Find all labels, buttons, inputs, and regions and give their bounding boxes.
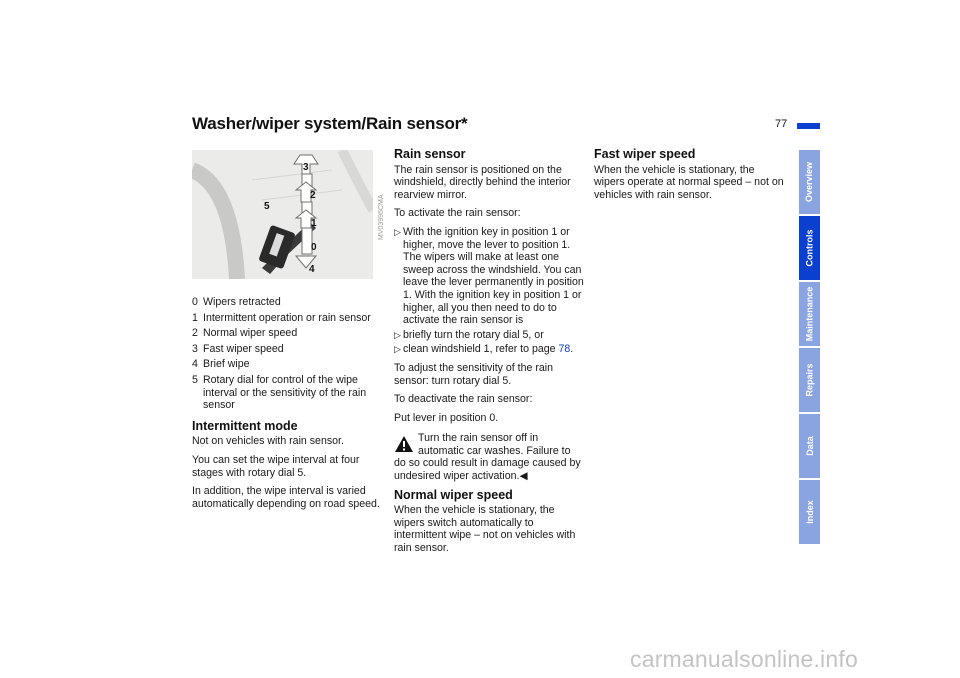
warning-triangle-icon xyxy=(394,435,414,453)
tab-controls[interactable]: Controls xyxy=(799,216,820,280)
paragraph: To adjust the sensitivity of the rain sensor: turn rotary dial 5. xyxy=(394,361,553,387)
dashboard-curve xyxy=(342,150,373,210)
section-tabs xyxy=(799,150,820,546)
wiper-lever-illustration xyxy=(192,150,373,279)
figure-label-1: 1 xyxy=(311,218,317,229)
paragraph: Put lever in position 0. xyxy=(394,411,499,424)
list-item: ▷ With the ignition key in position 1 or higher, move the lever to position 1. The wipers will make at least one sweep across the windshield. You can leave the lever permanently in position 1. With the ignition key in position 1 or higher, all you then need to do to activate the rain sensor is xyxy=(394,225,584,327)
tab-data[interactable]: Data xyxy=(799,414,820,478)
column-left xyxy=(192,296,380,516)
heading-fast-wiper-speed: Fast wiper speed xyxy=(594,147,696,161)
column-middle xyxy=(394,148,584,561)
bullet-arrow-icon: ▷ xyxy=(394,329,401,340)
list-item: ▷ clean windshield 1, refer to page 78. xyxy=(394,343,574,356)
end-mark-icon: ◀ xyxy=(519,470,528,483)
paragraph: The rain sensor is positioned on the windshield, directly behind the interior rearview mirror. xyxy=(394,163,571,201)
legend-item: 0 Wipers retracted xyxy=(192,296,281,308)
activation-steps xyxy=(394,226,584,356)
figure-label-5: 5 xyxy=(264,201,270,212)
page-link-78[interactable]: 78 xyxy=(558,343,571,356)
paragraph: To activate the rain sensor: xyxy=(394,207,521,220)
steering-wheel-rim xyxy=(192,170,237,279)
legend-item: 4 Brief wipe xyxy=(192,358,250,371)
figure-label-3: 3 xyxy=(303,162,309,173)
figure-label-4: 4 xyxy=(309,264,315,275)
list-item: ▷ briefly turn the rotary dial 5, or xyxy=(394,328,544,341)
legend-item: 3 Fast wiper speed xyxy=(192,342,284,355)
paragraph: You can set the wipe interval at four stages with rotary dial 5. xyxy=(192,453,360,479)
heading-rain-sensor: Rain sensor xyxy=(394,147,466,161)
warning-text: Turn the rain sensor off in automatic car washes. Failure to do so could result in damage caused by undesired wiper activation. xyxy=(394,432,581,483)
bullet-arrow-icon: ▷ xyxy=(394,226,401,237)
watermark: carmanualsonline.info xyxy=(630,646,858,672)
legend-item: 2 Normal wiper speed xyxy=(192,327,298,340)
page-title: Washer/wiper system/Rain sensor* xyxy=(192,114,468,133)
figure-label-0: 0 xyxy=(311,242,317,253)
wiper-lever-drawing xyxy=(192,150,373,279)
paragraph: To deactivate the rain sensor: xyxy=(394,393,533,406)
legend-item: 1 Intermittent operation or rain sensor xyxy=(192,311,371,324)
warning-note xyxy=(394,432,584,482)
paragraph: Not on vehicles with rain sensor. xyxy=(192,435,344,448)
tab-overview[interactable]: Overview xyxy=(799,150,820,214)
paragraph: When the vehicle is stationary, the wipers operate at normal speed – not on vehicles with rain sensor. xyxy=(594,163,784,201)
legend-item: 5 Rotary dial for control of the wipe interval or the sensitivity of the rain sensor xyxy=(192,373,367,412)
bullet-arrow-icon: ▷ xyxy=(394,344,401,355)
dash-lines xyxy=(252,170,342,200)
page-number: 77 xyxy=(775,118,788,130)
paragraph: In addition, the wipe interval is varied automatically depending on road speed. xyxy=(192,485,380,510)
figure-legend xyxy=(192,296,380,412)
column-right xyxy=(594,148,784,207)
figure-label-2: 2 xyxy=(310,190,316,201)
figure-code: MV03996CMA xyxy=(378,194,385,240)
tab-repairs[interactable]: Repairs xyxy=(799,348,820,412)
heading-intermittent-mode: Intermittent mode xyxy=(192,418,298,433)
page-number-bar xyxy=(797,123,820,129)
paragraph: When the vehicle is stationary, the wipers switch automatically to intermittent wipe – not on vehicles with rain sensor. xyxy=(394,504,576,555)
tab-index[interactable]: Index xyxy=(799,480,820,544)
heading-normal-wiper-speed: Normal wiper speed xyxy=(394,487,513,502)
tab-maintenance[interactable]: Maintenance xyxy=(799,282,820,346)
